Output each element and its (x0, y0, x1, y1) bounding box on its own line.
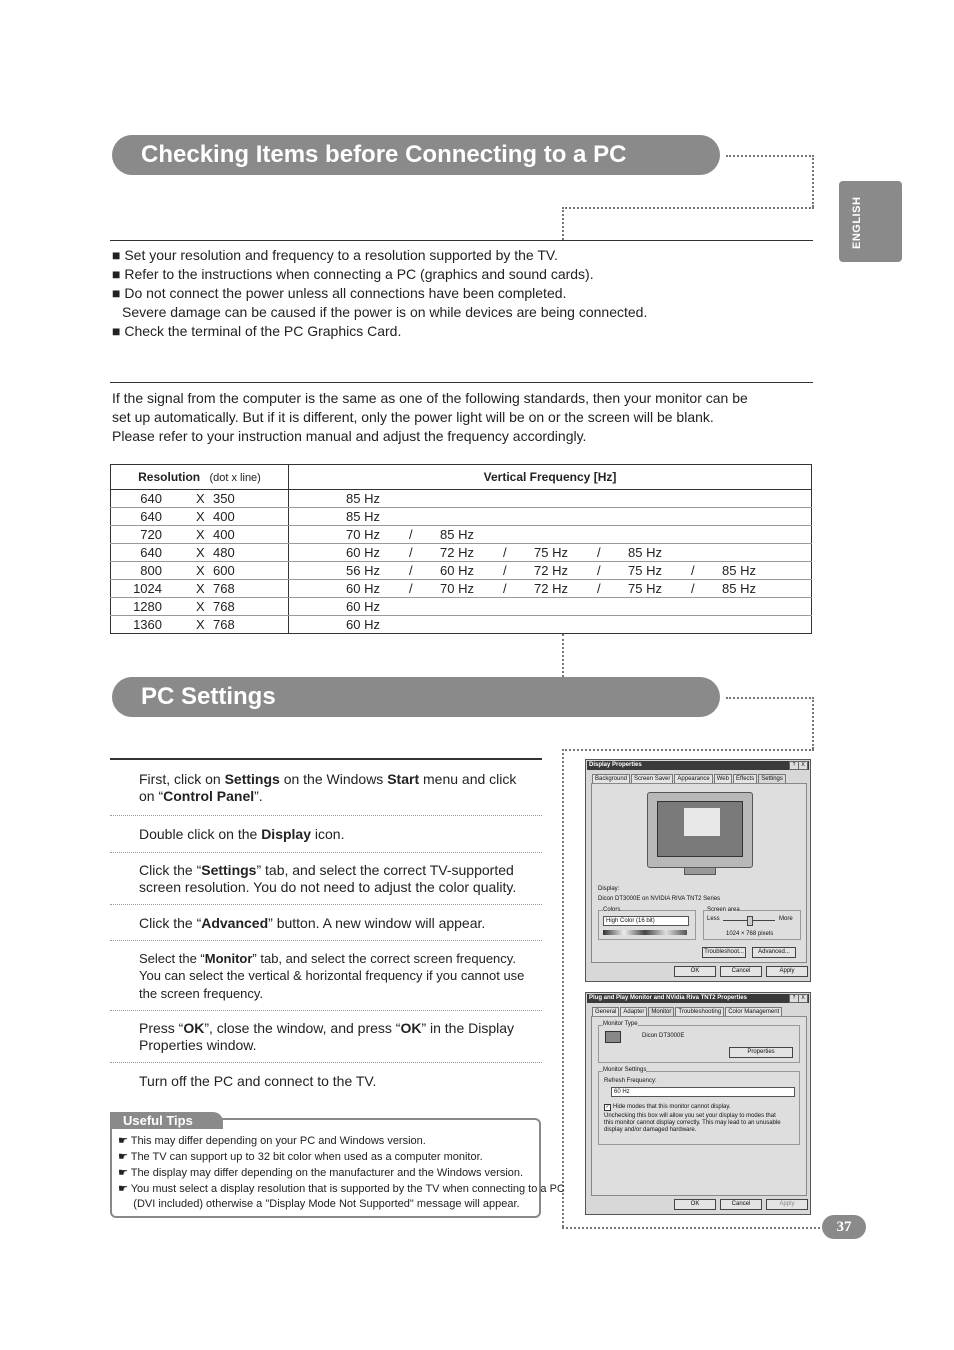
step-text: Select the “ (139, 950, 205, 966)
frequency-separator: / (409, 527, 413, 542)
ok-button[interactable]: OK (674, 966, 716, 977)
frequency-cell (289, 508, 812, 526)
tab-adapter[interactable]: Adapter (620, 1007, 647, 1016)
frequency-cell (289, 562, 812, 580)
step-text: ”, close the window, and press “ (204, 1020, 401, 1036)
resolution-height: 400 (213, 509, 235, 524)
step-keyword: Monitor (204, 950, 253, 966)
color-bar (603, 930, 687, 935)
frequency-value: 75 Hz (534, 545, 568, 560)
resolution-cell (111, 562, 289, 580)
divider (110, 382, 813, 383)
apply-button[interactable]: Apply (766, 1199, 808, 1210)
troubleshoot-button[interactable]: Troubleshoot... (702, 947, 746, 958)
page-number: 37 (822, 1215, 866, 1239)
step-item (110, 1063, 542, 1099)
frequency-separator: / (409, 545, 413, 560)
table-row (111, 544, 812, 562)
step-keyword: Start (387, 771, 420, 787)
dotted-connector (562, 207, 564, 240)
display-properties-screenshot (585, 759, 811, 982)
refresh-frequency-label: Refresh Frequency: (604, 1078, 657, 1084)
dialog-tabs (592, 774, 787, 783)
tab-web[interactable]: Web (714, 774, 732, 783)
dotted-connector (562, 634, 564, 677)
frequency-cell (289, 580, 812, 598)
step-text: on “ (139, 788, 164, 804)
resolution-value: 1024 × 768 pixels (726, 931, 774, 937)
resolution-separator: X (196, 491, 205, 506)
dotted-connector (812, 697, 814, 749)
checklist (112, 246, 812, 341)
checklist-item: ■ Do not connect the power unless all connections have been completed. (112, 285, 567, 301)
frequency-value: 75 Hz (628, 581, 662, 596)
frequency-separator: / (503, 581, 507, 596)
resolution-width: 720 (140, 527, 162, 542)
frequency-value: 70 Hz (440, 581, 474, 596)
apply-button[interactable]: Apply (766, 966, 808, 977)
step-keyword: OK (400, 1020, 422, 1036)
table-header-frequency: Vertical Frequency [Hz] (289, 465, 812, 490)
dotted-connector (562, 1227, 820, 1229)
frequency-separator: / (597, 563, 601, 578)
tip-line: ☛ The display may differ depending on the manufacturer and the Windows version. (118, 1167, 524, 1179)
tip-line: (DVI included) otherwise a "Display Mode Not Supported" message will appear. (118, 1198, 520, 1210)
resolution-separator: X (196, 563, 205, 578)
resolution-height: 600 (213, 563, 235, 578)
close-button[interactable]: X (798, 761, 808, 770)
frequency-cell (289, 544, 812, 562)
step-keyword: OK (183, 1020, 205, 1036)
frequency-value: 72 Hz (534, 581, 568, 596)
step-text: ” button. A new window will appear. (268, 914, 486, 931)
tip-line: ☛ The TV can support up to 32 bit color when used as a computer monitor. (118, 1151, 483, 1163)
resolution-cell (111, 490, 289, 508)
dotted-connector (562, 749, 814, 751)
step-keyword: Display (261, 826, 311, 842)
tab-screen-saver[interactable]: Screen Saver (631, 774, 673, 783)
dialog-title: Plug and Play Monitor and NVidia Riva TNT2 Properties (587, 994, 809, 1003)
dotted-connector (562, 207, 814, 209)
step-keyword: Settings (201, 862, 257, 878)
ok-button[interactable]: OK (674, 1199, 716, 1210)
resolution-cell (111, 508, 289, 526)
tab-appearance[interactable]: Appearance (674, 774, 712, 783)
pc-settings-steps (110, 758, 542, 1099)
help-button[interactable]: ? (789, 994, 799, 1003)
tab-color-management[interactable]: Color Management (725, 1007, 782, 1016)
useful-tips-label: Useful Tips (110, 1112, 223, 1129)
dotted-connector (562, 749, 564, 1227)
resolution-width: 1360 (133, 617, 162, 632)
frequency-value: 85 Hz (440, 527, 474, 542)
table-row (111, 580, 812, 598)
resolution-width: 640 (140, 509, 162, 524)
tab-effects[interactable]: Effects (733, 774, 757, 783)
resolution-width: 1024 (133, 581, 162, 596)
resolution-width: 640 (140, 491, 162, 506)
table-row (111, 490, 812, 508)
warning-text: this monitor cannot display correctly. This may lead to an unusable (604, 1120, 781, 1126)
hide-modes-checkbox[interactable]: ✓ (605, 1104, 610, 1110)
colors-select[interactable]: High Color (16 bit) (603, 916, 689, 926)
frequency-separator: / (597, 581, 601, 596)
table-header-resolution: Resolution (dot x line) (111, 465, 289, 490)
step-text: ” tab, and select the correct screen frequency. (252, 950, 516, 966)
checklist-item: ■ Check the terminal of the PC Graphics Card. (112, 323, 402, 339)
frequency-value: 60 Hz (346, 581, 380, 596)
step-text: screen resolution. You do not need to adjust the color quality. (139, 879, 517, 895)
frequency-separator: / (409, 563, 413, 578)
frequency-cell (289, 598, 812, 616)
monitor-screen (657, 801, 743, 857)
frequency-value: 72 Hz (440, 545, 474, 560)
frequency-cell (289, 616, 812, 634)
screen-area-label: Screen area (707, 907, 740, 913)
step-keyword: Settings (224, 771, 280, 787)
checklist-item-continued: Severe damage can be caused if the power is on while devices are being connected. (122, 304, 648, 320)
frequency-value: 60 Hz (440, 563, 474, 578)
table-row (111, 616, 812, 634)
intro-line: If the signal from the computer is the same as one of the following standards, then your monitor can be (112, 390, 748, 406)
monitor-icon (605, 1031, 621, 1043)
resolution-width: 1280 (133, 599, 162, 614)
step-item (110, 760, 542, 816)
dialog-tabs (592, 1007, 783, 1016)
language-tab (839, 181, 902, 262)
tab-general[interactable]: General (592, 1007, 619, 1016)
monitor-properties-screenshot (585, 992, 811, 1215)
display-value: Dicon DT3000E on NVIDIA RIVA TNT2 Series (598, 896, 721, 902)
resolution-cell (111, 616, 289, 634)
frequency-value: 85 Hz (628, 545, 662, 560)
section-title-pc-settings: PC Settings (112, 677, 720, 717)
intro-line: Please refer to your instruction manual and adjust the frequency accordingly. (112, 428, 587, 444)
divider (110, 240, 813, 241)
frequency-separator: / (691, 581, 695, 596)
frequency-value: 85 Hz (722, 563, 756, 578)
resolution-cell (111, 598, 289, 616)
tip-line: ☛ This may differ depending on your PC and Windows version. (118, 1135, 426, 1147)
hide-modes-label: Hide modes that this monitor cannot display. (613, 1104, 731, 1110)
monitor-settings-label: Monitor Settings (603, 1067, 647, 1073)
table-row (111, 508, 812, 526)
checklist-item: ■ Refer to the instructions when connecting a PC (graphics and sound cards). (112, 266, 594, 282)
step-keyword: Control Panel (163, 788, 255, 804)
resolution-cell (111, 580, 289, 598)
resolution-height: 768 (213, 581, 235, 596)
step-text: Properties window. (139, 1037, 257, 1053)
cancel-button[interactable]: Cancel (720, 1199, 762, 1210)
step-keyword: Advanced (201, 914, 269, 931)
resolution-height: 768 (213, 599, 235, 614)
step-item (110, 1011, 542, 1063)
intro-line: set up automatically. But if it is different, only the power light will be on or the screen will be blank. (112, 409, 714, 425)
resolution-height: 350 (213, 491, 235, 506)
more-label: More (779, 916, 793, 922)
step-text: Click the “ (139, 862, 202, 878)
step-text: on the Windows (279, 771, 388, 787)
monitor-name: Dicon DT3000E (642, 1033, 685, 1039)
resolution-slider-thumb[interactable] (747, 916, 753, 926)
display-label: Display: (598, 886, 620, 892)
frequency-value: 56 Hz (346, 563, 380, 578)
monitor-type-label: Monitor Type (603, 1021, 638, 1027)
dotted-connector (726, 155, 814, 157)
resolution-cell (111, 526, 289, 544)
frequency-value: 75 Hz (628, 563, 662, 578)
frequency-separator: / (691, 563, 695, 578)
step-text: Press “ (139, 1020, 184, 1036)
frequency-cell (289, 490, 812, 508)
resolution-separator: X (196, 527, 205, 542)
dotted-connector (726, 697, 814, 699)
frequency-value: 72 Hz (534, 563, 568, 578)
table-row (111, 526, 812, 544)
frequency-value: 60 Hz (346, 545, 380, 560)
tab-settings[interactable]: Settings (758, 774, 786, 783)
monitor-stand (684, 867, 716, 875)
intro-paragraph (112, 389, 812, 446)
step-text: ”. (254, 788, 263, 804)
resolution-cell (111, 544, 289, 562)
colors-label: Colors (603, 907, 621, 913)
advanced-button[interactable]: Advanced... (752, 947, 796, 958)
step-text: the screen frequency. (139, 985, 264, 1001)
frequency-cell (289, 526, 812, 544)
step-text: menu and click (419, 771, 517, 787)
resolution-height: 400 (213, 527, 235, 542)
close-button[interactable]: X (798, 994, 808, 1003)
dialog-title: Display Properties (587, 761, 809, 770)
resolution-separator: X (196, 545, 205, 560)
frequency-value: 85 Hz (346, 491, 380, 506)
cancel-button[interactable]: Cancel (720, 966, 762, 977)
table-row (111, 598, 812, 616)
refresh-frequency-select[interactable]: 60 Hz (611, 1087, 795, 1097)
resolution-height: 480 (213, 545, 235, 560)
resolution-separator: X (196, 617, 205, 632)
step-text: Turn off the PC and connect to the TV. (139, 1072, 377, 1089)
checklist-item: ■ Set your resolution and frequency to a resolution supported by the TV. (112, 247, 558, 263)
step-text: Click the “ (139, 914, 202, 931)
step-item (110, 853, 542, 905)
frequency-value: 85 Hz (346, 509, 380, 524)
step-text: icon. (311, 826, 345, 842)
step-item (110, 941, 542, 1011)
warning-text: display and/or damaged hardware. (604, 1127, 697, 1133)
frequency-value: 60 Hz (346, 599, 380, 614)
section-title-checking-items: Checking Items before Connecting to a PC (112, 135, 720, 175)
dotted-connector (812, 155, 814, 207)
tab-monitor[interactable]: Monitor (648, 1007, 674, 1016)
language-tab-label: ENGLISH (851, 196, 863, 249)
frequency-separator: / (597, 545, 601, 560)
resolution-width: 640 (140, 545, 162, 560)
step-text: ” in the Display (421, 1020, 515, 1036)
properties-button[interactable]: Properties (729, 1047, 793, 1058)
step-item (110, 905, 542, 941)
tab-troubleshooting[interactable]: Troubleshooting (675, 1007, 724, 1016)
frequency-value: 85 Hz (722, 581, 756, 596)
resolution-height: 768 (213, 617, 235, 632)
frequency-separator: / (503, 563, 507, 578)
frequency-separator: / (503, 545, 507, 560)
step-text: You can select the vertical & horizontal frequency if you cannot use (139, 968, 525, 984)
window-preview (684, 808, 720, 836)
tip-line: ☛ You must select a display resolution that is supported by the TV when connecting to a PC (118, 1183, 565, 1195)
step-text: ” tab, and select the correct TV-supported (256, 862, 514, 878)
resolution-width: 800 (140, 563, 162, 578)
step-item (110, 816, 542, 853)
tab-background[interactable]: Background (592, 774, 630, 783)
frequency-table (110, 464, 812, 634)
resolution-separator: X (196, 509, 205, 524)
resolution-separator: X (196, 599, 205, 614)
frequency-separator: / (409, 581, 413, 596)
frequency-value: 70 Hz (346, 527, 380, 542)
step-text: First, click on (139, 771, 225, 787)
resolution-separator: X (196, 581, 205, 596)
less-label: Less (707, 916, 720, 922)
table-row (111, 562, 812, 580)
monitor-icon (647, 792, 753, 868)
help-button[interactable]: ? (789, 761, 799, 770)
warning-text: Unchecking this box will allow you set your display to modes that (604, 1113, 776, 1119)
step-text: Double click on the (139, 826, 262, 842)
frequency-value: 60 Hz (346, 617, 380, 632)
